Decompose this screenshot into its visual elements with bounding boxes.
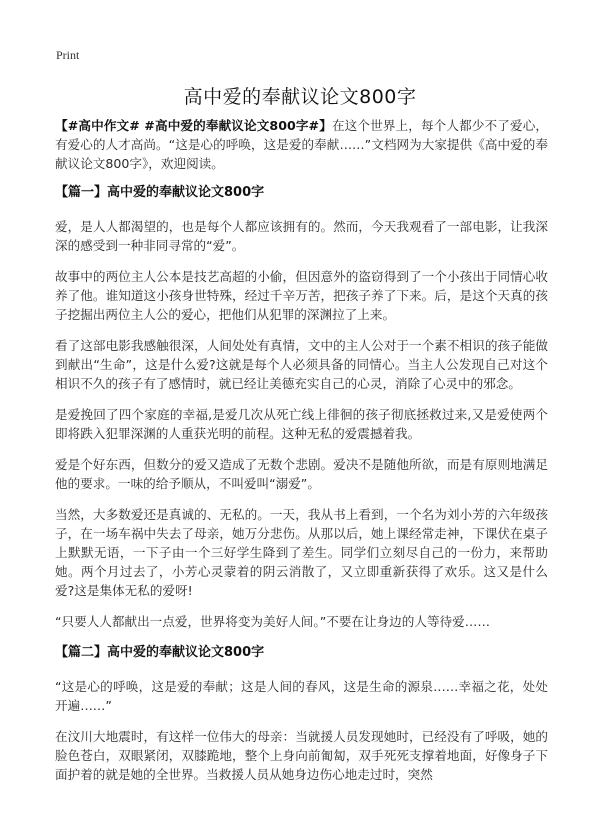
paragraph: 看了这部电影我感触很深，人间处处有真情，文中的主人公对于一个素不相识的孩子能做到献出“生命”，这是什么爱?这就是每个人必须具备的同情心。当主人公发现自己对这个相识不久的孩子有了感情时，就已经让美德充实自己的心灵，消除了心灵中的邪念。 <box>55 338 548 391</box>
paragraph: 爱是个好东西，但数分的爱又造成了无数个悲剧。爱决不是随他所欲，而是有原则地满足他的要求。一味的给予顺从，不叫爱叫“溺爱”。 <box>55 457 548 491</box>
intro-tag: 【#高中作文# #高中爱的奉献议论文800字#】 <box>55 118 332 133</box>
paragraph: “这是心的呼唤，这是爱的奉献；这是人间的春风，这是生命的源泉……幸福之花，处处开遍……” <box>55 679 548 713</box>
intro-text: 在这个世界上，每个人都少不了爱心，有爱心的人才高尚。“这是心的呼唤，这是爱的奉献……”文档网为大家提供《高中爱的奉献议论文800字》，欢迎阅读。 <box>55 118 548 171</box>
paragraph: 当然，大多数爱还是真诚的、无私的。一天，我从书上看到，一个名为刘小芳的六年级孩子，在一场车祸中失去了母亲，她万分悲伤。从那以后，她上课经常走神，下课伏在桌子上默默无语，一下子由一个三好学生降到了差生。同学们立刻尽自己的一份力，来帮助她。两个月过去了，小芳心灵蒙着的阴云消散了，又立即重新获得了欢乐。这又是什么爱?这是集体无私的爱呀! <box>55 507 548 598</box>
print-link[interactable]: Print <box>56 48 80 62</box>
paragraph: “只要人人都献出一点爱，世界将变为美好人间。”不要在让身边的人等待爱…… <box>55 614 490 629</box>
section-heading-2: 【篇二】高中爱的奉献议论文800字 <box>55 645 265 660</box>
paragraph: 在汶川大地震时，有这样一位伟大的母亲：当就援人员发现她时，已经没有了呼吸，她的脸色苍白，双眼紧闭，双膝跪地，整个上身向前匍匐，双手死死支撑着地面，好像身子下面护着的就是她的全世界。当救援人员从她身边伤心地走过时，突然 <box>55 729 548 782</box>
paragraph: 故事中的两位主人公本是技艺高超的小偷，但因意外的盗窃得到了一个小孩出于同情心收养了他。谁知道这小孩身世特殊，经过千辛万苦，把孩子养了下来。后，是这个天真的孩子挖掘出两位主人公的爱心，把他们从犯罪的深渊拉了上来。 <box>55 269 548 322</box>
section-heading-1: 【篇一】高中爱的奉献议论文800字 <box>55 185 265 200</box>
intro-paragraph <box>55 116 548 173</box>
paragraph: 爱，是人人都渴望的，也是每个人都应该拥有的。然而，今天我观看了一部电影，让我深深的感受到一种非同寻常的“爱”。 <box>55 219 548 253</box>
page-title: 高中爱的奉献议论文800字 <box>183 86 417 108</box>
article-body <box>55 116 548 796</box>
paragraph: 是爱挽回了四个家庭的幸福,是爱几次从死亡线上徘徊的孩子彻底拯救过来,又是爱使两个即将跌入犯罪深渊的人重获光明的前程。这种无私的爱震撼着我。 <box>55 407 548 441</box>
